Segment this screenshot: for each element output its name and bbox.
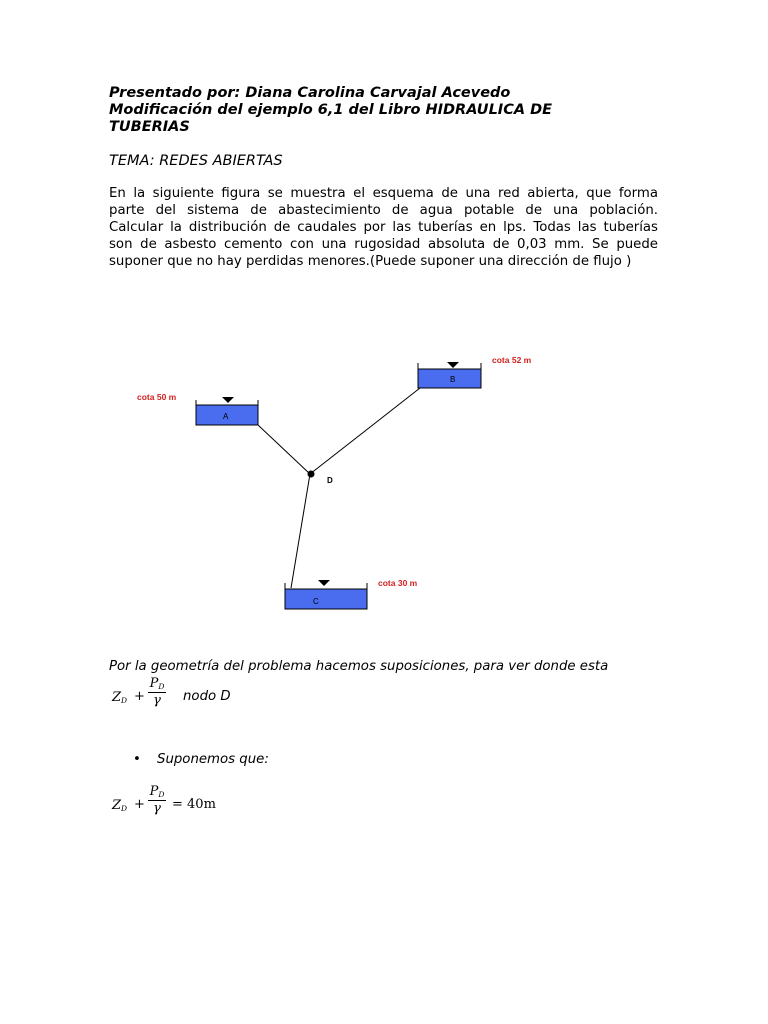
pipe-a-d	[258, 425, 310, 474]
bullet-icon: •	[133, 752, 141, 767]
tank-a-label: A	[223, 412, 229, 421]
eq-z-term: $Z_D$	[112, 690, 128, 705]
header-subtitle-cont: TUBERIAS	[109, 119, 190, 135]
statement-line: Calcular la distribución de caudales por las tuberías en lps. Todas las tuberías	[109, 220, 658, 235]
tank-a-cota: cota 50 m	[137, 392, 177, 402]
node-d	[308, 471, 334, 486]
statement-line: parte del sistema de abastecimiento de agua potable de una población.	[109, 203, 658, 218]
node-d-label: D	[327, 476, 333, 485]
tank-c	[285, 578, 418, 609]
tank-c-water	[285, 589, 367, 609]
statement-line: En la siguiente figura se muestra el esquema de una red abierta, que forma	[109, 186, 658, 201]
water-level-icon	[222, 397, 234, 403]
eq-fraction	[146, 676, 168, 709]
eq-denominator: γ	[153, 693, 161, 708]
eq-plus: +	[134, 689, 145, 704]
header-subtitle: Modificación del ejemplo 6,1 del Libro HIDRAULICA DE	[109, 102, 553, 118]
tank-a	[137, 392, 258, 425]
pipe-b-d	[310, 388, 420, 474]
eq-plus: +	[134, 797, 145, 812]
analysis-paragraph: Por la geometría del problema hacemos suposiciones, para ver donde esta	[109, 659, 609, 674]
tank-c-label: C	[313, 597, 319, 606]
node-d-caption: nodo D	[183, 689, 231, 704]
water-level-icon	[318, 580, 330, 586]
eq-z-term: $Z_D$	[112, 798, 128, 813]
node-d-point	[308, 471, 315, 478]
header-author: Presentado por: Diana Carolina Carvajal Acevedo	[109, 85, 511, 101]
statement-line-last: suponer que no hay perdidas menores.(Puede suponer una dirección de flujo )	[109, 254, 632, 269]
tank-b-cota: cota 52 m	[492, 355, 532, 365]
bullet-text: Suponemos que:	[157, 752, 269, 767]
water-level-icon	[447, 362, 459, 368]
eq-rhs: = 40m	[172, 797, 216, 812]
eq-numerator: $P_D$	[149, 784, 165, 799]
tank-c-cota: cota 30 m	[378, 578, 418, 588]
tank-b	[418, 355, 532, 388]
eq-fraction	[146, 784, 168, 817]
eq-numerator: $P_D$	[149, 676, 165, 691]
pipe-c-d	[291, 474, 310, 588]
statement-line: son de asbesto cemento con una rugosidad absoluta de 0,03 mm. Se puede	[109, 237, 658, 252]
tank-b-label: B	[450, 375, 456, 384]
topic-heading: TEMA: REDES ABIERTAS	[109, 153, 283, 169]
eq-denominator: γ	[153, 801, 161, 816]
